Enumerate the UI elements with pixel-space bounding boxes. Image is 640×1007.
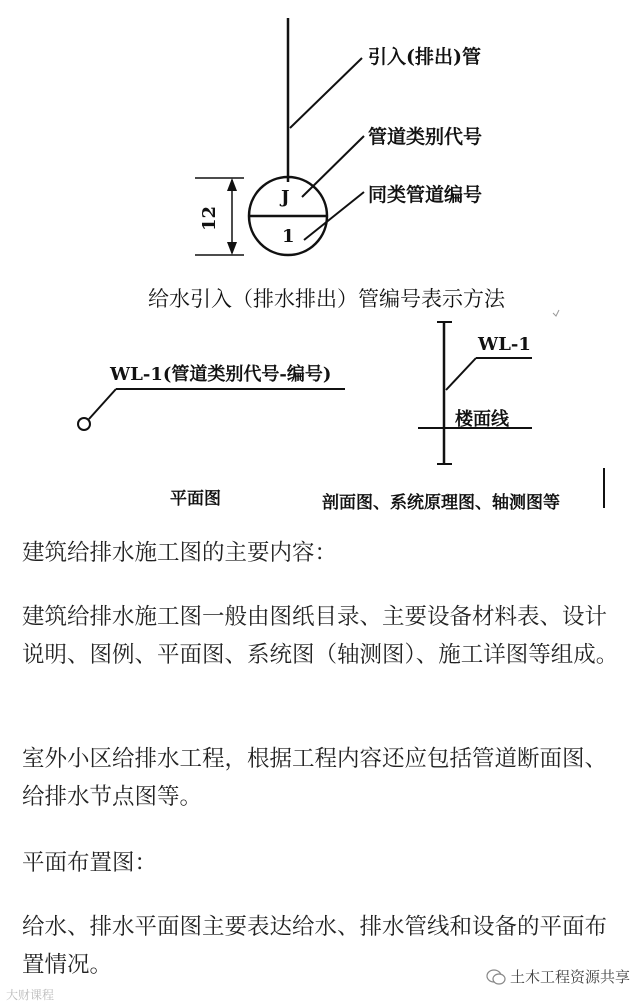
plan-label: WL-1(管道类别代号-编号) xyxy=(110,364,332,385)
paragraph-plan-description: 给水、排水平面图主要表达给水、排水管线和设备的平面布置情况。 xyxy=(22,914,608,978)
top-diagram-caption: 给水引入（排水排出）管编号表示方法 xyxy=(148,287,505,311)
label-category-code: 管道类别代号 xyxy=(368,126,483,148)
section-label-floor: 楼面线 xyxy=(455,409,509,430)
circle-top-letter: J xyxy=(281,187,290,208)
label-pipe: 引入(排出)管 xyxy=(368,46,481,68)
plan-caption: 平面图 xyxy=(170,489,221,509)
paragraph-heading-plan: 平面布置图： xyxy=(22,850,158,876)
paragraph-heading-contents: 建筑给排水施工图的主要内容： xyxy=(22,540,338,566)
footer-watermark-right xyxy=(486,966,630,987)
paragraph-outdoor: 室外小区给排水工程，根据工程内容还应包括管道断面图、给排水节点图等。 xyxy=(22,746,608,810)
footer-left-text: 大财课程 xyxy=(6,988,55,1002)
footer-watermark-left xyxy=(6,986,54,1003)
label-same-type-number: 同类管道编号 xyxy=(368,184,483,206)
dimension-label: 12 xyxy=(199,205,221,232)
paragraph-composition: 建筑给排水施工图一般由图纸目录、主要设备材料表、设计说明、图例、平面图、系统图（轴测图）、施工详图等组成。 xyxy=(22,604,619,668)
wechat-icon xyxy=(486,969,506,985)
footer-right-text: 土木工程资源共享 xyxy=(509,968,630,986)
section-label-top: WL-1 xyxy=(478,334,531,355)
section-caption: 剖面图、系统原理图、轴测图等 xyxy=(322,493,560,513)
circle-bottom-number: 1 xyxy=(282,226,295,247)
